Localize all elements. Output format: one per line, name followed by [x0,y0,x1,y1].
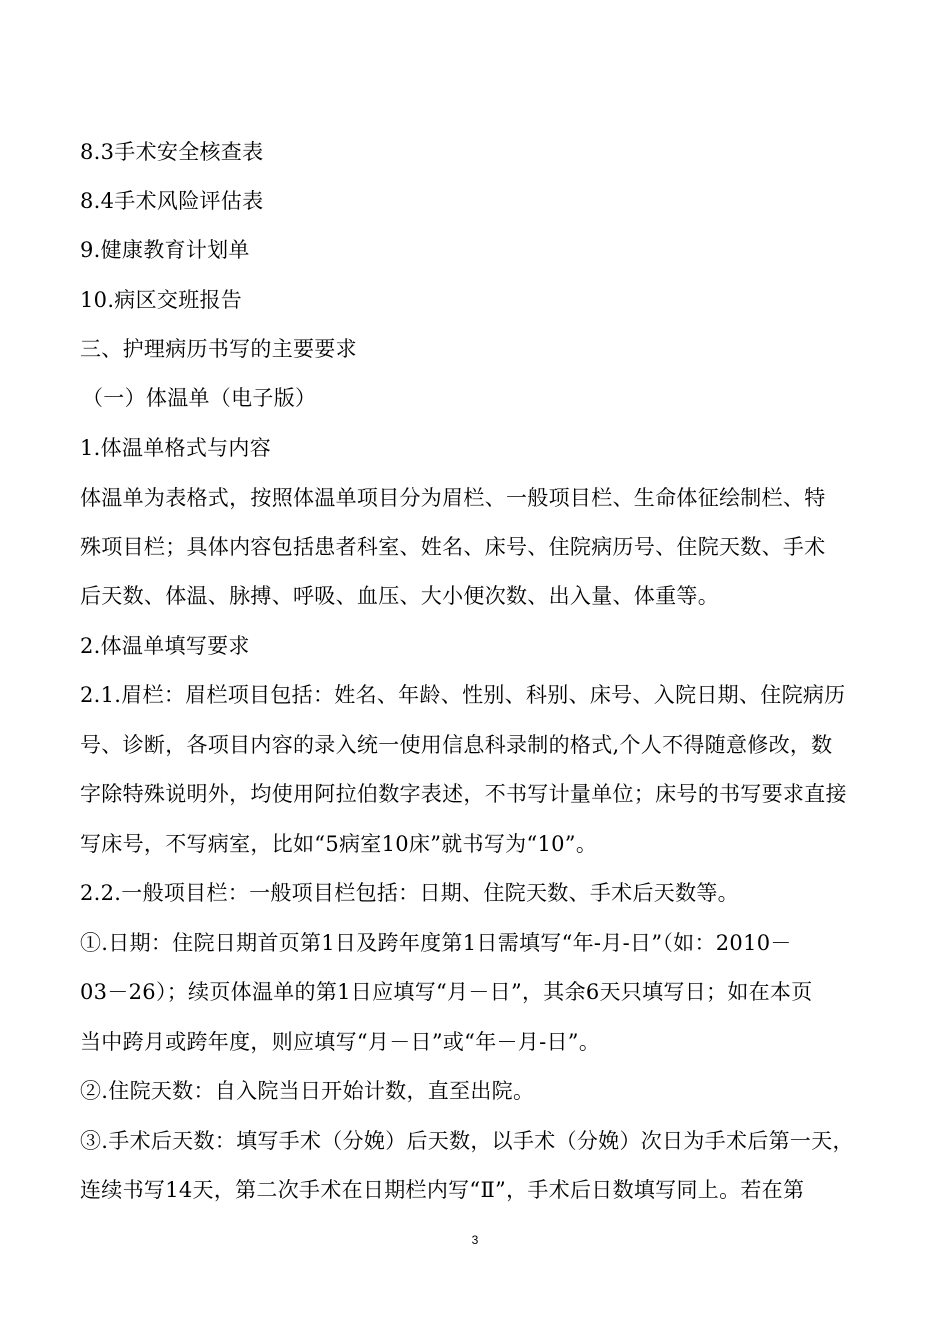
page-number: 3 [471,1233,479,1247]
paragraph-line: 后天数、体温、脉搏、呼吸、血压、大小便次数、出入量、体重等。 [80,584,719,608]
text-line: 9.健康教育计划单 [80,238,250,262]
section-heading: 三、护理病历书写的主要要求 [80,337,357,361]
text-line: 8.3手术安全核查表 [80,140,264,164]
item-heading: 2.体温单填写要求 [80,634,250,658]
paragraph-line: 当中跨月或跨年度，则应填写“月－日”或“年－月-日”。 [80,1030,601,1054]
paragraph-line: 字除特殊说明外，均使用阿拉伯数字表述，不书写计量单位；床号的书写要求直接 [80,782,847,806]
paragraph-line: 写床号，不写病室，比如“5病室10床”就书写为“10”。 [80,832,598,856]
paragraph-line: 号、诊断，各项目内容的录入统一使用信息科录制的格式,个人不得随意修改，数 [80,733,833,757]
subsection-heading: （一）体温单（电子版） [82,386,317,410]
paragraph-line: 连续书写14天，第二次手术在日期栏内写“Ⅱ”，手术后日数填写同上。若在第 [80,1178,805,1202]
item-heading: 1.体温单格式与内容 [80,436,272,460]
text-line: 10.病区交班报告 [80,288,243,312]
paragraph-line: 2.2.一般项目栏：一般项目栏包括：日期、住院天数、手术后天数等。 [80,881,739,905]
paragraph-line: 2.1.眉栏：眉栏项目包括：姓名、年龄、性别、科别、床号、入院日期、住院病历 [80,683,846,707]
paragraph-line: ③.手术后天数：填写手术（分娩）后天数，以手术（分娩）次日为手术后第一天， [80,1129,854,1153]
text-line: 8.4手术风险评估表 [80,189,264,213]
paragraph-line: 03－26）；续页体温单的第1日应填写“月－日”，其余6天只填写日；如在本页 [80,980,813,1004]
paragraph-line: ②.住院天数：自入院当日开始计数，直至出院。 [80,1079,535,1103]
paragraph-line: 体温单为表格式，按照体温单项目分为眉栏、一般项目栏、生命体征绘制栏、特 [80,486,826,510]
paragraph-line: 殊项目栏；具体内容包括患者科室、姓名、床号、住院病历号、住院天数、手术 [80,535,826,559]
paragraph-line: ①.日期：住院日期首页第1日及跨年度第1日需填写“年-月-日”（如：2010－ [80,931,792,955]
